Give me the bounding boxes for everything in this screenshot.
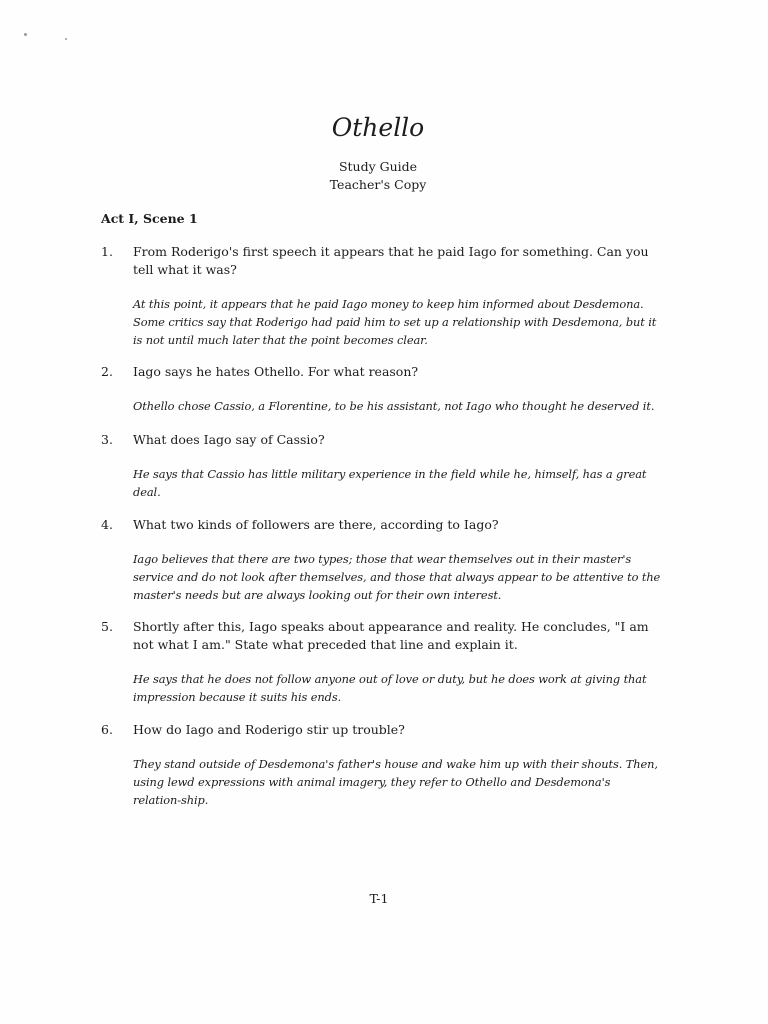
question-item [101, 516, 661, 604]
question-text: How do Iago and Roderigo stir up trouble? [133, 722, 405, 737]
question-number: 1. [101, 244, 113, 259]
question-item [101, 243, 661, 349]
question-text: What does Iago say of Cassio? [133, 432, 325, 447]
answer-text: Othello chose Cassio, a Florentine, to be his assistant, not Iago who thought he deserved it. [133, 399, 655, 413]
scan-speck [65, 38, 67, 40]
question-number: 6. [101, 722, 113, 737]
question-item [101, 618, 661, 706]
question-text: From Roderigo's first speech it appears that he paid Iago for something. Can you tell what it was? [133, 244, 649, 277]
document-copy-label: Teacher's Copy [329, 177, 427, 192]
question-item [101, 431, 661, 501]
question-text: Iago says he hates Othello. For what reason? [133, 364, 419, 379]
answer-text: He says that Cassio has little military experience in the field while he, himself, has a great deal. [133, 467, 647, 499]
question-item [101, 721, 661, 809]
document-subtitle: Study Guide [338, 159, 418, 174]
question-number: 4. [101, 517, 113, 532]
question-number: 5. [101, 619, 113, 634]
question-number: 2. [101, 364, 113, 379]
answer-text: He says that he does not follow anyone out of love or duty, but he does work at giving that impression because it suits his ends. [133, 672, 647, 704]
answer-text: They stand outside of Desdemona's father's house and wake him up with their shouts. Then, using lewd expressions with animal imagery, they refer to Othello and Desdemona's relation-ship. [133, 757, 658, 807]
question-number: 3. [101, 432, 113, 447]
section-heading: Act I, Scene 1 [101, 211, 198, 226]
question-text: What two kinds of followers are there, according to Iago? [133, 517, 499, 532]
question-text: Shortly after this, Iago speaks about appearance and reality. He concludes, "I am not what I am." State what preceded that line and explain it. [133, 619, 649, 652]
answer-text: At this point, it appears that he paid Iago money to keep him informed about Desdemona. Some critics say that Roderigo had paid him to set up a relationship with Desdemona, but it is not until much later that the point becomes clear. [133, 297, 657, 347]
scan-speck [24, 33, 27, 36]
question-item [101, 363, 661, 415]
document-title: Othello [331, 113, 425, 142]
answer-text: Iago believes that there are two types; those that wear themselves out in their master's service and do not look after themselves, and those that always appear to be attentive to the master's needs but are always looking out for their own interest. [133, 552, 661, 602]
page-number: T-1 [369, 891, 389, 906]
